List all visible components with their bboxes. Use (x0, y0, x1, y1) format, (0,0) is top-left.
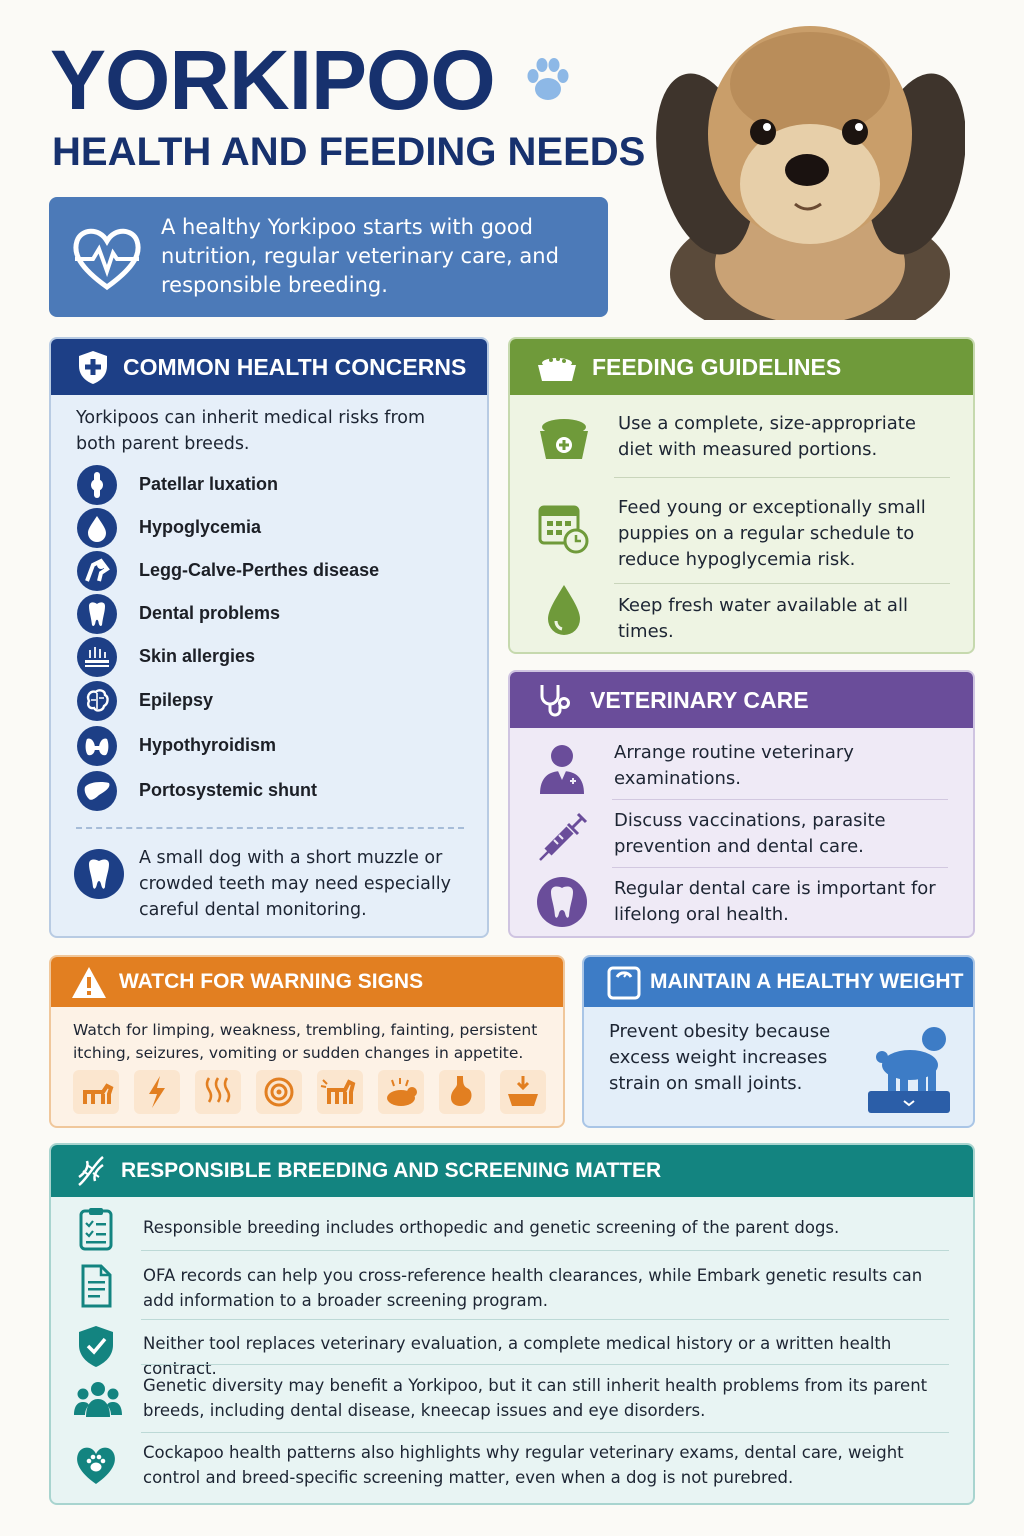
health-item-label: Patellar luxation (139, 474, 279, 494)
dna-icon (73, 1153, 109, 1189)
checklist-icon (73, 1207, 119, 1253)
health-item-hypothyroidism (77, 726, 457, 766)
syringe-icon (534, 808, 590, 868)
group-people-icon (73, 1377, 123, 1423)
heart-paw-icon (73, 1442, 119, 1488)
paw-print-icon (522, 54, 574, 106)
divider (614, 477, 950, 478)
intro-text: A healthy Yorkipoo starts with good nutrition, regular veterinary care, and responsible breeding. (161, 215, 559, 297)
healthy-weight-text: Prevent obesity because excess weight increases strain on small joints. (609, 1021, 831, 1094)
health-item-label: Epilepsy (139, 690, 214, 710)
warning-icons-row (73, 1070, 553, 1114)
vet-item-text: Discuss vaccinations, parasite prevention and dental care. (614, 810, 886, 857)
breeding-item-text: Neither tool replaces veterinary evaluation, a complete medical history or a written health contract. (143, 1334, 892, 1378)
skin-icon (77, 637, 117, 677)
health-item-hypoglycemia (77, 508, 457, 548)
health-item-patellar (77, 465, 457, 505)
food-bowl-plus-icon (534, 409, 594, 469)
target-icon (256, 1070, 302, 1114)
thyroid-icon (77, 726, 117, 766)
health-item-dental (77, 594, 457, 634)
stomach-icon (439, 1070, 485, 1114)
health-item-label: Hypothyroidism (139, 735, 277, 755)
limping-dog-icon (73, 1070, 119, 1114)
warning-signs-title: WATCH FOR WARNING SIGNS (119, 970, 424, 993)
divider (614, 583, 950, 584)
feeding-guidelines-title: FEEDING GUIDELINES (592, 353, 842, 380)
intro-banner (49, 197, 608, 317)
brain-icon (77, 681, 117, 721)
health-item-skin (77, 637, 457, 677)
lightning-icon (134, 1070, 180, 1114)
food-bowl-icon (500, 1070, 546, 1114)
health-item-label: Portosystemic shunt (139, 780, 318, 800)
health-item-label: Hypoglycemia (139, 517, 262, 537)
divider (612, 867, 948, 868)
calendar-clock-icon (534, 497, 594, 557)
health-item-label: Dental problems (139, 603, 281, 623)
veterinary-care-header (510, 672, 973, 728)
dental-note: A small dog with a short muzzle or crowded teeth may need especially careful dental monitoring. (139, 848, 451, 920)
warning-triangle-icon (71, 965, 107, 1001)
shield-check-icon (73, 1323, 119, 1369)
vet-item-text: Arrange routine veterinary examinations. (614, 742, 854, 789)
divider (141, 1432, 949, 1433)
veterinary-care-title: VETERINARY CARE (590, 686, 809, 713)
shield-plus-icon (75, 349, 111, 385)
page-title: YORKIPOO (50, 33, 495, 127)
fainting-dog-icon (378, 1070, 424, 1114)
divider (141, 1364, 949, 1365)
breeding-item-text: Genetic diversity may benefit a Yorkipoo, but it can still inherit health problems from its parent breeds, including dental disease, kneecap issues and eye disorders. (143, 1376, 928, 1420)
healthy-weight-title: MAINTAIN A HEALTHY WEIGHT (650, 970, 964, 993)
health-concerns-card (49, 337, 489, 938)
responsible-breeding-card (49, 1143, 975, 1505)
health-concerns-intro: Yorkipoos can inherit medical risks from both parent breeds. (76, 408, 426, 454)
warning-signs-header (51, 957, 563, 1007)
dog-on-scale-icon (862, 1017, 962, 1117)
feeding-guidelines-header (510, 339, 973, 395)
warning-signs-text: Watch for limping, weakness, trembling, fainting, persistent itching, seizures, vomiting or sudden changes in appetite. (73, 1021, 538, 1062)
divider (141, 1250, 949, 1251)
tooth-icon (77, 594, 117, 634)
breeding-item-text: Cockapoo health patterns also highlights why regular veterinary exams, dental care, weight control and breed-specific screening matter, even when a dog is not purebred. (143, 1443, 904, 1487)
scratching-dog-icon (317, 1070, 363, 1114)
vet-item-text: Regular dental care is important for lifelong oral health. (614, 878, 936, 925)
liver-icon (77, 771, 117, 811)
health-concerns-title: COMMON HEALTH CONCERNS (123, 353, 467, 380)
feeding-guidelines-card (508, 337, 975, 654)
page-subtitle: HEALTH AND FEEDING NEEDS (52, 130, 646, 174)
breeding-item-text: OFA records can help you cross-reference health clearances, while Embark genetic results can add information to a broader screening program. (143, 1266, 923, 1310)
document-icon (73, 1263, 119, 1309)
health-item-epilepsy (77, 681, 457, 721)
veterinarian-icon (534, 738, 590, 798)
veterinary-care-card (508, 670, 975, 938)
breeding-item-text: Responsible breeding includes orthopedic and genetic screening of the parent dogs. (143, 1218, 840, 1237)
feeding-item-text: Use a complete, size-appropriate diet with measured portions. (618, 413, 916, 460)
divider (76, 827, 464, 829)
responsible-breeding-title: RESPONSIBLE BREEDING AND SCREENING MATTER (121, 1159, 662, 1182)
heart-heartbeat-icon (69, 223, 145, 293)
stethoscope-icon (536, 682, 572, 718)
health-item-legg-calve-perthes (77, 551, 457, 591)
divider (612, 799, 948, 800)
drop-icon (77, 508, 117, 548)
knee-joint-icon (77, 465, 117, 505)
tooth-icon (74, 849, 124, 899)
warning-signs-card (49, 955, 565, 1128)
responsible-breeding-header (51, 1145, 973, 1197)
healthy-weight-card (582, 955, 975, 1128)
health-item-portosystemic (77, 771, 457, 811)
health-item-label: Skin allergies (139, 646, 256, 666)
scale-icon (606, 965, 642, 1001)
healthy-weight-header (584, 957, 973, 1007)
trembling-icon (195, 1070, 241, 1114)
food-bowl-icon (536, 349, 578, 385)
tooth-icon (534, 872, 590, 932)
health-item-label: Legg-Calve-Perthes disease (139, 560, 380, 580)
hip-joint-icon (77, 551, 117, 591)
yorkipoo-puppy-image (655, 14, 965, 320)
divider (141, 1319, 949, 1320)
water-drop-icon (534, 581, 594, 641)
feeding-item-text: Keep fresh water available at all times. (618, 595, 908, 642)
health-concerns-header (51, 339, 487, 395)
feeding-item-text: Feed young or exceptionally small puppies on a regular schedule to reduce hypoglycemia risk. (618, 497, 926, 570)
